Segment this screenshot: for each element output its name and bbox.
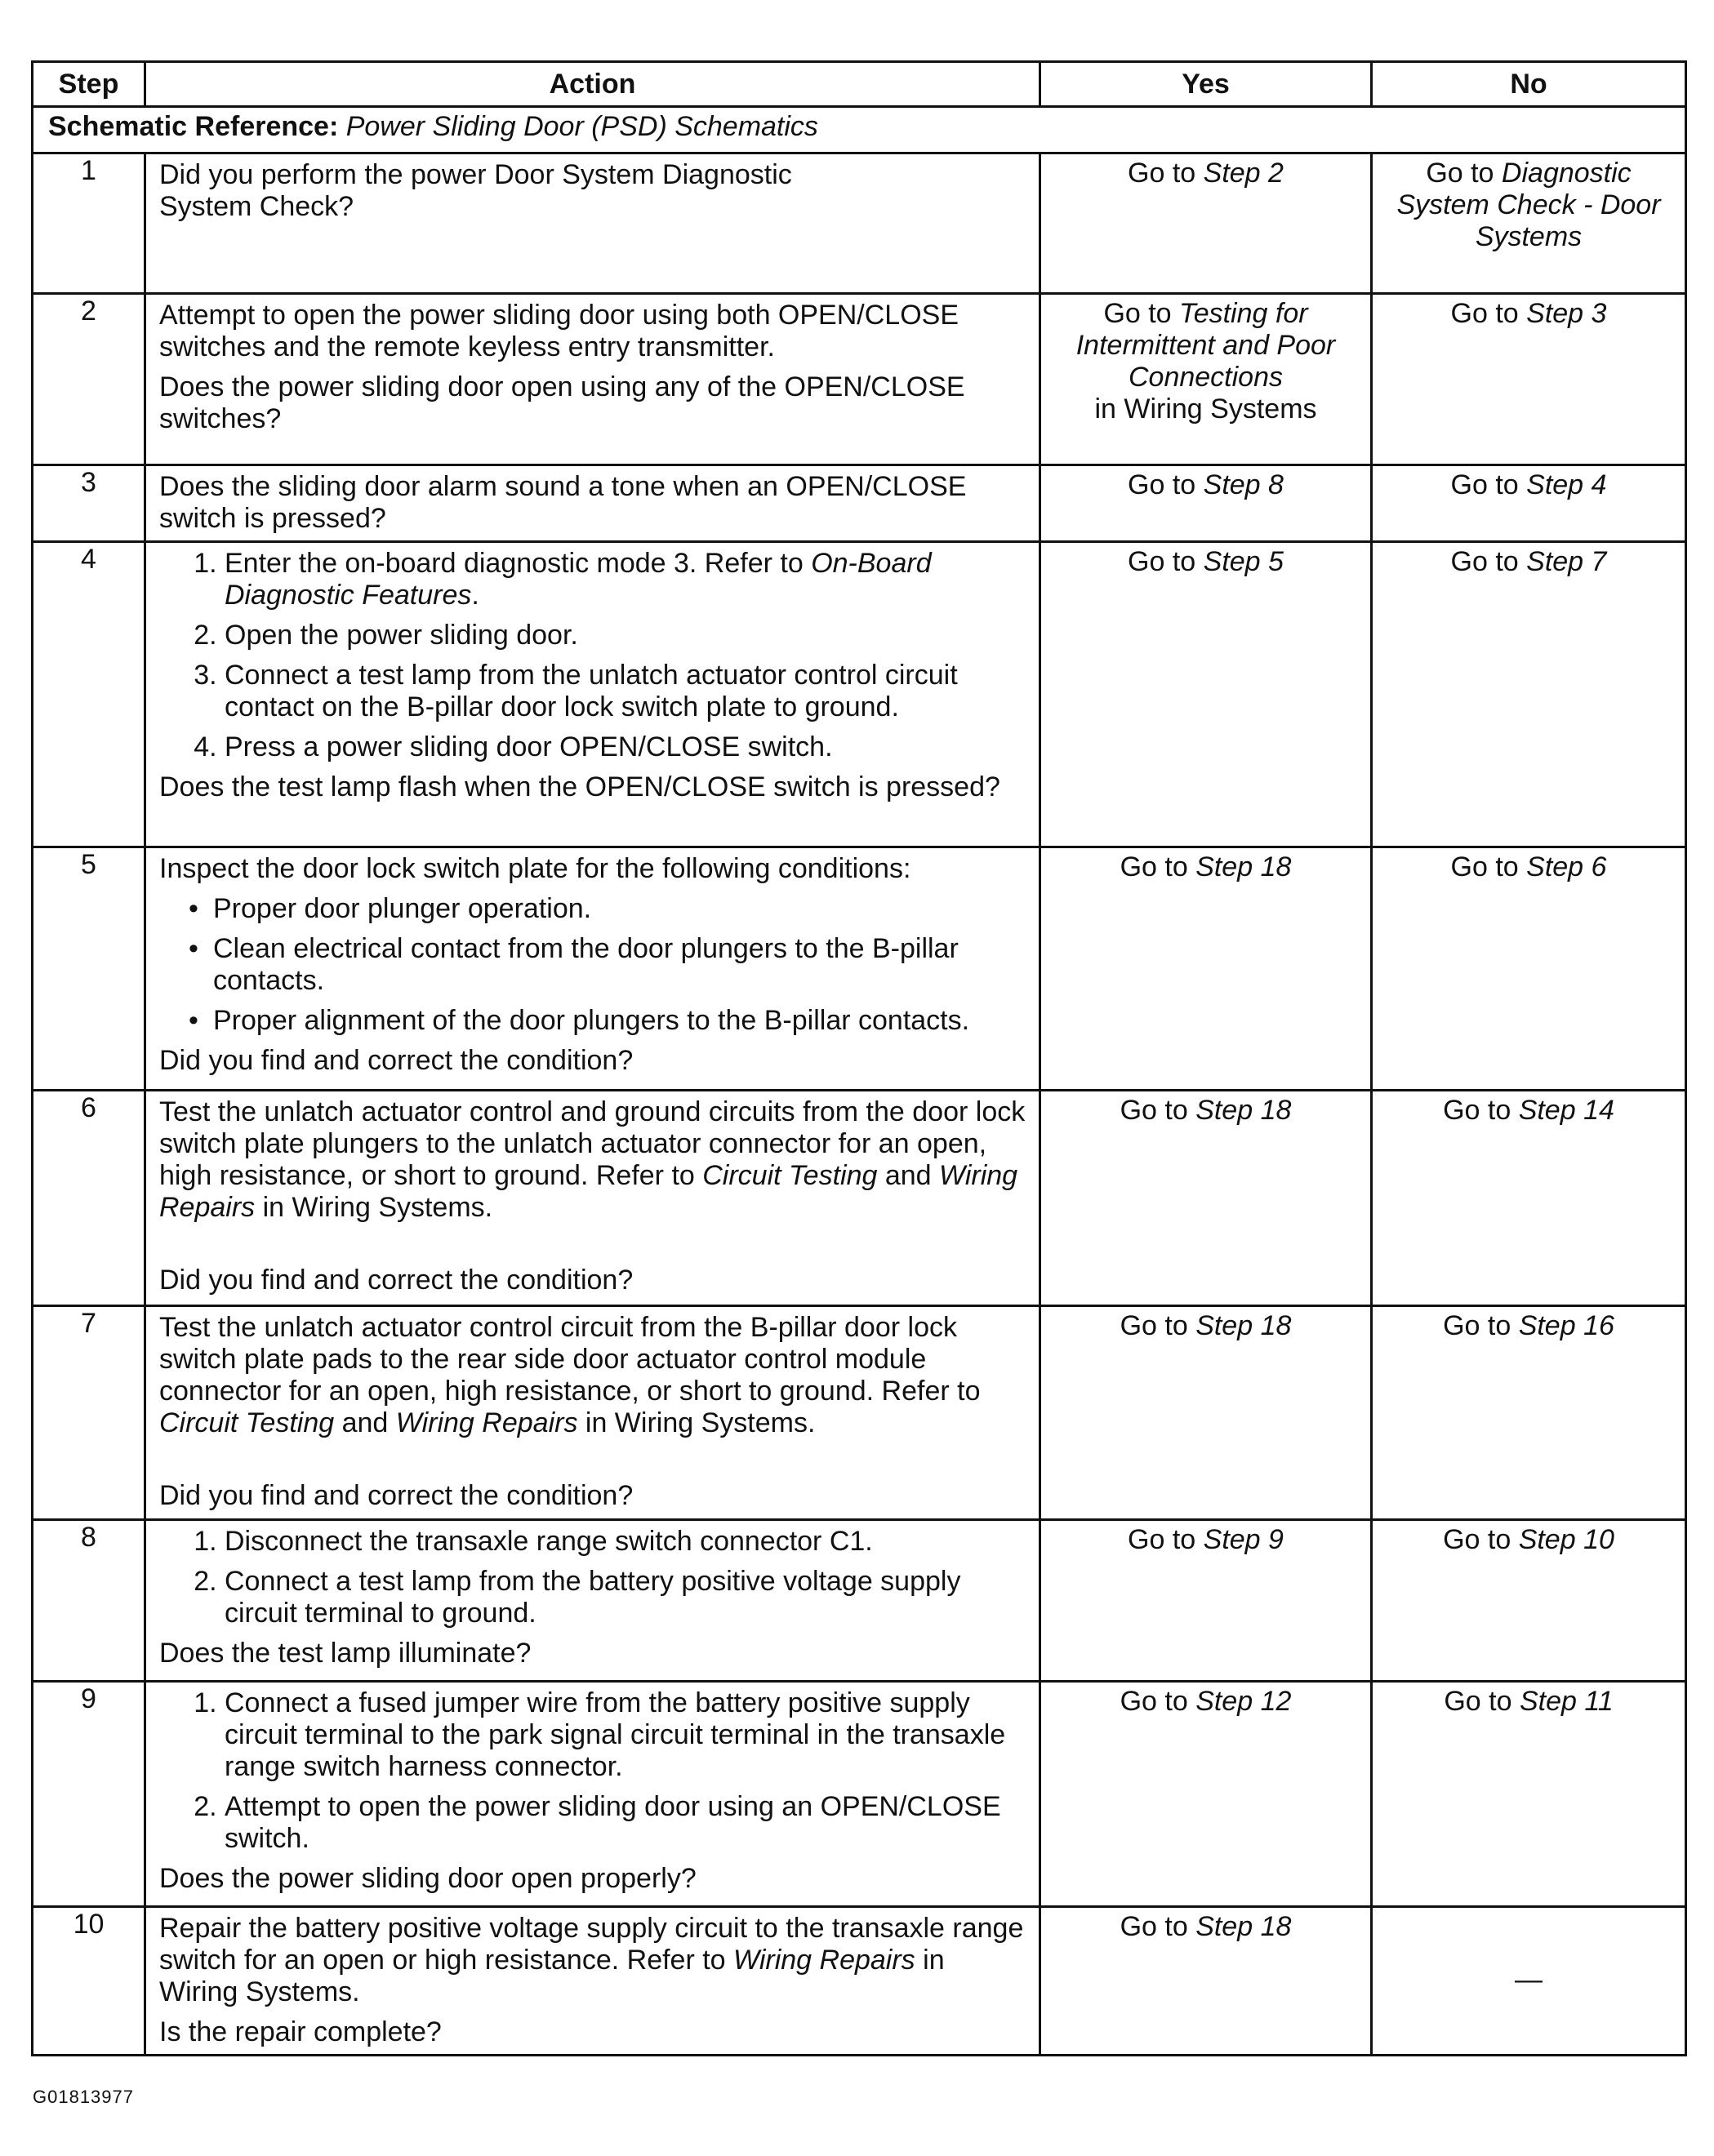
yes-link[interactable]: Step 2 [1203, 158, 1284, 189]
action-question: Did you find and correct the condition? [159, 1045, 634, 1076]
action-question: Does the power sliding door open using any of the OPEN/CLOSE switches? [159, 371, 965, 434]
yes-cell [1040, 1907, 1372, 2056]
no-link[interactable]: Diagnostic System Check - Door Systems [1396, 158, 1661, 252]
no-cell [1372, 1682, 1686, 1907]
list-item-text: Enter the on-board diagnostic mode 3. Refer to [225, 548, 812, 579]
table-row [33, 465, 1686, 542]
table-row [33, 1091, 1686, 1306]
table-row [33, 153, 1686, 294]
schematic-link[interactable]: Power Sliding Door (PSD) Schematics [345, 111, 818, 142]
step-number: 3 [33, 465, 145, 542]
no-cell-empty: — [1372, 1907, 1686, 2056]
yes-link[interactable]: Step 18 [1195, 1095, 1292, 1126]
yes-link[interactable]: Step 9 [1203, 1524, 1284, 1555]
no-cell [1372, 153, 1686, 294]
yes-link[interactable]: Step 18 [1195, 851, 1292, 882]
yes-suffix: in Wiring Systems [1094, 393, 1317, 425]
action-text-part: Repair the battery positive voltage supply circuit to the transaxle range switch for an open or high resistance. Refer to [159, 1913, 1024, 1976]
no-prefix: Go to [1450, 298, 1527, 329]
yes-cell [1040, 1682, 1372, 1907]
list-item: 3. Connect a test lamp from the unlatch actuator control circuit contact on the B-pillar door lock switch plate to ground. [225, 660, 1027, 723]
no-link[interactable]: Step 11 [1519, 1686, 1614, 1717]
list-item: 1. Disconnect the transaxle range switch connector C1. [225, 1526, 1027, 1558]
reference-link[interactable]: Circuit Testing [702, 1160, 878, 1191]
action-cell [145, 1091, 1040, 1306]
list-item: 4. Press a power sliding door OPEN/CLOSE switch. [225, 731, 1027, 763]
yes-cell [1040, 1520, 1372, 1682]
action-cell [145, 1907, 1040, 2056]
action-cell [145, 1682, 1040, 1907]
yes-cell [1040, 542, 1372, 847]
schematic-reference-row [33, 107, 1686, 153]
no-link[interactable]: Step 14 [1518, 1095, 1614, 1126]
list-item: 1. Connect a fused jumper wire from the battery positive supply circuit terminal to the park signal circuit terminal in the transaxle range switch harness connector. [225, 1687, 1027, 1783]
yes-prefix: Go to [1120, 1310, 1196, 1341]
no-cell [1372, 465, 1686, 542]
list-item: • Proper door plunger operation. [213, 893, 1027, 925]
procedure-list [159, 1687, 1027, 1855]
action-question: Is the repair complete? [159, 2016, 442, 2047]
step-number: 2 [33, 294, 145, 465]
step-number: 8 [33, 1520, 145, 1682]
no-link[interactable]: Step 16 [1518, 1310, 1614, 1341]
action-text: Does the sliding door alarm sound a tone when an OPEN/CLOSE switch is pressed? [159, 471, 967, 534]
yes-link[interactable]: Step 5 [1203, 546, 1284, 577]
condition-list [159, 893, 1027, 1037]
action-text: Attempt to open the power sliding door using both OPEN/CLOSE switches and the remote keyless entry transmitter. [159, 300, 959, 362]
table-row [33, 1682, 1686, 1907]
table-row [33, 1907, 1686, 2056]
action-text: Inspect the door lock switch plate for the following conditions: [159, 853, 911, 884]
action-question: Does the test lamp illuminate? [159, 1638, 532, 1669]
step-number: 9 [33, 1682, 145, 1907]
figure-id: G01813977 [33, 2087, 134, 2107]
reference-link[interactable]: Wiring Repairs [733, 1945, 915, 1976]
diagnostic-table [31, 60, 1687, 2056]
list-item [225, 548, 1027, 611]
yes-link[interactable]: Testing for Intermittent and Poor Connections [1075, 298, 1336, 393]
action-question: Did you find and correct the condition? [159, 1480, 634, 1511]
no-prefix: Go to [1443, 1524, 1519, 1555]
step-number: 5 [33, 847, 145, 1091]
no-cell [1372, 1306, 1686, 1520]
action-text: Did you perform the power Door System Diagnostic System Check? [159, 159, 792, 222]
yes-cell [1040, 294, 1372, 465]
yes-cell [1040, 465, 1372, 542]
step-number: 6 [33, 1091, 145, 1306]
no-prefix: Go to [1450, 546, 1527, 577]
action-text-part: Test the unlatch actuator control circuit from the B-pillar door lock switch plate pads to the rear side door actuator control module connector for an open, high resistance, or short to ground. Refer to [159, 1312, 981, 1407]
action-text-part: in Wiring Systems. [255, 1192, 493, 1223]
action-text-part: in Wiring Systems. [577, 1407, 816, 1438]
action-cell [145, 294, 1040, 465]
step-number: 7 [33, 1306, 145, 1520]
list-item: 2. Attempt to open the power sliding door using an OPEN/CLOSE switch. [225, 1791, 1027, 1855]
header-action: Action [145, 62, 1040, 107]
no-cell [1372, 294, 1686, 465]
yes-link[interactable]: Step 8 [1203, 469, 1284, 500]
step-number: 4 [33, 542, 145, 847]
table-row [33, 847, 1686, 1091]
yes-link[interactable]: Step 18 [1195, 1911, 1292, 1942]
yes-prefix: Go to [1120, 851, 1196, 882]
reference-link[interactable]: Wiring Repairs [395, 1407, 578, 1438]
no-prefix: Go to [1450, 469, 1527, 500]
yes-prefix: Go to [1128, 158, 1204, 189]
yes-prefix: Go to [1128, 469, 1204, 500]
table-header-row [33, 62, 1686, 107]
action-text [159, 1312, 1027, 1439]
no-link[interactable]: Step 10 [1518, 1524, 1614, 1555]
action-question: Did you find and correct the condition? [159, 1265, 634, 1296]
action-question: Does the test lamp flash when the OPEN/CLOSE switch is pressed? [159, 771, 1000, 802]
header-step: Step [33, 62, 145, 107]
list-item: • Proper alignment of the door plungers to the B-pillar contacts. [213, 1005, 1027, 1037]
no-cell [1372, 1091, 1686, 1306]
no-prefix: Go to [1443, 1095, 1519, 1126]
action-cell [145, 542, 1040, 847]
no-prefix: Go to [1444, 1686, 1520, 1717]
yes-cell [1040, 153, 1372, 294]
no-prefix: Go to [1426, 158, 1502, 189]
list-item: • Clean electrical contact from the door plungers to the B-pillar contacts. [213, 933, 1027, 997]
step-number: 1 [33, 153, 145, 294]
no-prefix: Go to [1443, 1310, 1519, 1341]
yes-cell [1040, 1091, 1372, 1306]
action-text-part: in Wiring Systems. [159, 1945, 945, 2007]
no-link[interactable]: Step 6 [1526, 851, 1607, 882]
no-link[interactable]: Step 3 [1526, 298, 1607, 329]
no-cell [1372, 542, 1686, 847]
action-cell [145, 153, 1040, 294]
yes-cell [1040, 1306, 1372, 1520]
table-row [33, 1306, 1686, 1520]
yes-prefix: Go to [1120, 1686, 1196, 1717]
header-yes: Yes [1040, 62, 1372, 107]
action-text-part: Test the unlatch actuator control and ground circuits from the door lock switch plate plungers to the unlatch actuator connector for an open, high resistance, or short to ground. Refer to [159, 1096, 1026, 1191]
schematic-reference [33, 107, 1686, 153]
reference-link[interactable]: On-Board Diagnostic Features [225, 548, 932, 611]
yes-link[interactable]: Step 18 [1195, 1310, 1292, 1341]
header-no: No [1372, 62, 1686, 107]
action-cell [145, 1520, 1040, 1682]
table-row [33, 542, 1686, 847]
yes-link[interactable]: Step 12 [1195, 1686, 1292, 1717]
list-item-text: . [471, 580, 479, 611]
reference-link[interactable]: Wiring Repairs [159, 1160, 1018, 1223]
list-item: 2. Open the power sliding door. [225, 620, 1027, 651]
no-prefix: Go to [1450, 851, 1527, 882]
procedure-list [159, 1526, 1027, 1629]
table-row [33, 294, 1686, 465]
no-link[interactable]: Step 4 [1526, 469, 1607, 500]
action-text-part: and [877, 1160, 940, 1191]
yes-prefix: Go to [1120, 1911, 1196, 1942]
step-number: 10 [33, 1907, 145, 2056]
yes-prefix: Go to [1120, 1095, 1196, 1126]
action-text-part: and [334, 1407, 396, 1438]
no-link[interactable]: Step 7 [1526, 546, 1607, 577]
schematic-label: Schematic Reference: [48, 111, 339, 142]
reference-link[interactable]: Circuit Testing [159, 1407, 335, 1438]
table-row [33, 1520, 1686, 1682]
action-cell [145, 465, 1040, 542]
action-cell [145, 1306, 1040, 1520]
yes-prefix: Go to [1128, 546, 1204, 577]
action-text [159, 1913, 1027, 2008]
procedure-list [159, 548, 1027, 763]
yes-cell [1040, 847, 1372, 1091]
yes-prefix: Go to [1128, 1524, 1204, 1555]
list-item: 2. Connect a test lamp from the battery positive voltage supply circuit terminal to ground. [225, 1566, 1027, 1629]
yes-prefix: Go to [1103, 298, 1180, 329]
action-text [159, 1096, 1027, 1224]
action-cell [145, 847, 1040, 1091]
no-cell [1372, 1520, 1686, 1682]
no-cell [1372, 847, 1686, 1091]
action-question: Does the power sliding door open properly? [159, 1863, 697, 1894]
diagnostic-table-container [31, 60, 1685, 2056]
